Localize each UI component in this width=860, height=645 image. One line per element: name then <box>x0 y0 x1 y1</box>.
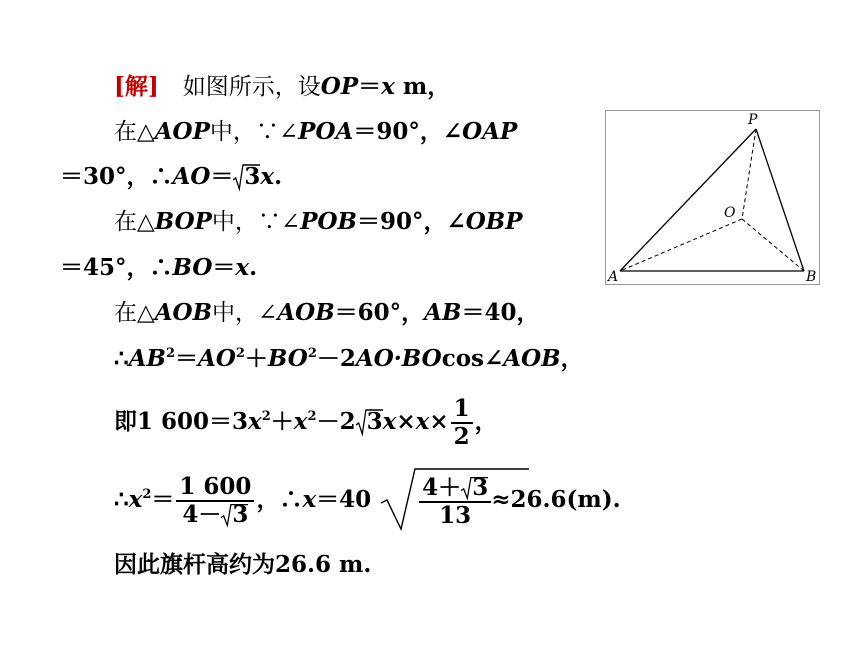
edge-pa <box>620 129 756 271</box>
label-p: P <box>748 112 758 128</box>
solution-line-3: ＝30°，∴AO＝ 3x. <box>60 163 283 190</box>
sqrt-radical: 3 <box>233 162 260 192</box>
sqrt-radical: 3 <box>461 475 488 501</box>
solution-line-6: 在△AOB中，∠AOB＝60°，AB＝40， <box>114 299 540 326</box>
edge-pb <box>756 129 804 271</box>
segment-op: OP <box>320 73 359 100</box>
edge-po <box>742 129 756 219</box>
solution-line-8: 即1 $600=3x^2+x^2-2$ 3x×x× $\frac{1}{2}$ ， <box>114 395 498 450</box>
edge-oa <box>620 219 742 271</box>
sqrt-radical: 3 <box>356 407 383 437</box>
solution-line-9: $\therefore x^2=$ 1 600 4－ 3 ，∴x＝40 4＋ 3 13 ≈26.6(m). <box>114 470 621 530</box>
geometry-figure <box>605 110 820 285</box>
solution-line-4: 在△BOP中，∵∠POB＝90°，∠OBP <box>114 208 523 235</box>
solution-line-1: [解] 如图所示，设OP＝x m， <box>114 73 451 100</box>
big-sqrt-radical <box>379 471 491 531</box>
fraction-one-half: $\frac{1}{2}$ <box>451 396 473 450</box>
solution-line-2: 在△AOP中，∵∠POA＝90°，∠OAP <box>114 118 518 145</box>
fraction-x-squared: 1 600 4－ 3 <box>176 474 254 528</box>
fraction-inner: 4＋ 3 13 <box>419 475 491 529</box>
solution-line-5: ＝45°，∴BO＝x. <box>60 254 258 281</box>
label-o: O <box>724 205 736 221</box>
label-b: B <box>806 269 817 285</box>
pyramid-diagram <box>606 111 821 286</box>
solution-tag: [解] <box>114 73 159 100</box>
sqrt-radical: 3 <box>221 502 248 528</box>
solution-line-7: $\therefore AB^2=AO^2+BO^2-2AO\cdot BOcos\angle AOB$， <box>114 345 584 372</box>
solution-line-10 <box>114 550 371 580</box>
intro-text: 如图所示，设 <box>182 74 321 100</box>
label-a: A <box>608 269 619 285</box>
conclusion-text: 因此旗杆高约为26.6 m. <box>114 551 372 578</box>
